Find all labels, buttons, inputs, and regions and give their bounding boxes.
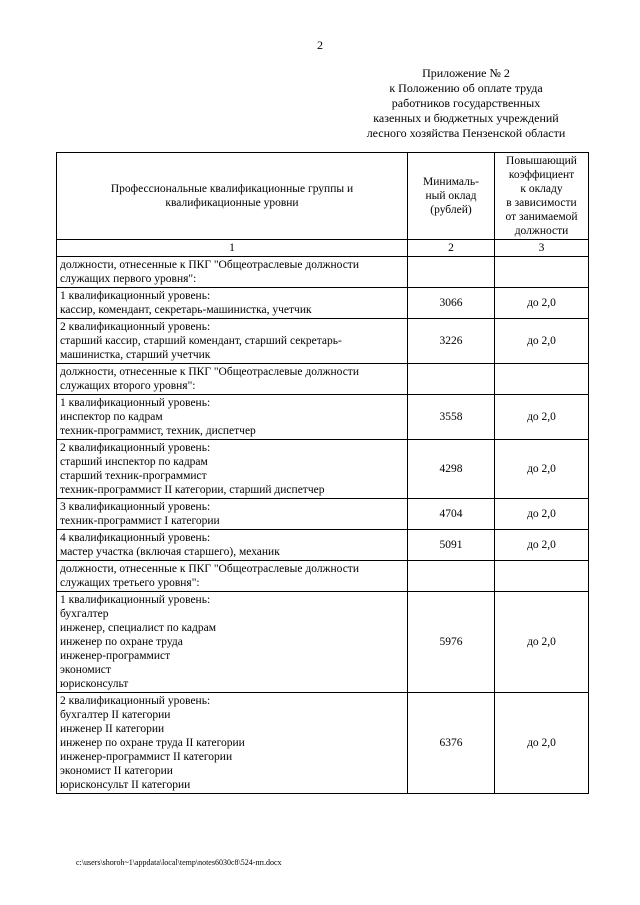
position-cell xyxy=(57,364,408,395)
appendix-heading xyxy=(330,66,602,141)
text-line: ный оклад xyxy=(425,190,477,202)
text-line: (рублей) xyxy=(430,204,472,216)
text-line: техник-программист I категории xyxy=(60,515,220,527)
text-line: техник-программист II категории, старший диспетчер xyxy=(60,484,325,496)
salary-cell: 3558 xyxy=(408,395,495,440)
table-row xyxy=(57,288,589,319)
text-line: 1 квалификационный уровень: xyxy=(60,290,211,302)
text-line: Повышающий xyxy=(506,155,577,167)
coefficient-cell: до 2,0 xyxy=(495,440,589,499)
salary-cell xyxy=(408,364,495,395)
coefficient-cell: до 2,0 xyxy=(495,288,589,319)
table-row xyxy=(57,530,589,561)
text-line: к Положению об оплате труда xyxy=(389,81,543,95)
salary-cell: 3066 xyxy=(408,288,495,319)
position-cell xyxy=(57,693,408,794)
coefficient-cell: до 2,0 xyxy=(495,592,589,693)
text-line: мастер участка (включая старшего), механик xyxy=(60,546,280,558)
position-cell xyxy=(57,319,408,364)
column-number: 2 xyxy=(408,240,495,257)
text-line: инженер по охране труда xyxy=(60,636,183,648)
salary-cell: 4704 xyxy=(408,499,495,530)
table-row xyxy=(57,440,589,499)
text-line: старший кассир, старший комендант, старший секретарь- xyxy=(60,335,342,347)
table-row xyxy=(57,499,589,530)
text-line: 1 квалификационный уровень: xyxy=(60,397,211,409)
coefficient-cell xyxy=(495,257,589,288)
text-line: инженер-программист II категории xyxy=(60,751,233,763)
table-row xyxy=(57,319,589,364)
page-number: 2 xyxy=(317,38,323,52)
text-line: старший инспектор по кадрам xyxy=(60,456,208,468)
text-line: должности, отнесенные к ПКГ "Общеотраслевые должности xyxy=(60,366,359,378)
position-cell xyxy=(57,592,408,693)
header-coefficient xyxy=(495,153,589,240)
coefficient-cell xyxy=(495,561,589,592)
table-row xyxy=(57,395,589,440)
position-cell xyxy=(57,257,408,288)
group-heading-row xyxy=(57,561,589,592)
text-line: к окладу xyxy=(520,183,563,195)
salary-table xyxy=(56,152,589,794)
salary-cell: 4298 xyxy=(408,440,495,499)
text-line: 2 квалификационный уровень: xyxy=(60,695,211,707)
text-line: работников государственных xyxy=(391,96,541,110)
text-line: служащих первого уровня": xyxy=(60,273,197,285)
header-salary xyxy=(408,153,495,240)
text-line: инженер II категории xyxy=(60,723,165,735)
salary-cell xyxy=(408,561,495,592)
salary-cell: 3226 xyxy=(408,319,495,364)
text-line: 1 квалификационный уровень: xyxy=(60,594,211,606)
header-groups xyxy=(57,153,408,240)
text-line: квалификационные уровни xyxy=(165,197,299,209)
table-row xyxy=(57,693,589,794)
position-cell xyxy=(57,440,408,499)
text-line: служащих третьего уровня": xyxy=(60,577,200,589)
column-number: 3 xyxy=(495,240,589,257)
text-line: в зависимости xyxy=(506,197,577,209)
text-line: юрисконсульт II категории xyxy=(60,779,191,791)
text-line: 3 квалификационный уровень: xyxy=(60,501,211,513)
text-line: 2 квалификационный уровень: xyxy=(60,442,211,454)
group-heading-row xyxy=(57,257,589,288)
salary-cell: 6376 xyxy=(408,693,495,794)
table-header-row xyxy=(57,153,589,240)
text-line: от занимаемой xyxy=(505,211,578,223)
text-line: экономист xyxy=(60,664,111,676)
text-line: инспектор по кадрам xyxy=(60,411,163,423)
text-line: машинистка, старший учетчик xyxy=(60,349,211,361)
position-cell xyxy=(57,395,408,440)
table-row xyxy=(57,592,589,693)
text-line: 4 квалификационный уровень: xyxy=(60,532,211,544)
text-line: казенных и бюджетных учреждений xyxy=(373,111,559,125)
text-line: экономист II категории xyxy=(60,765,173,777)
text-line: Минималь- xyxy=(423,176,479,188)
coefficient-cell: до 2,0 xyxy=(495,499,589,530)
text-line: бухгалтер II категории xyxy=(60,709,171,721)
position-cell xyxy=(57,288,408,319)
salary-cell xyxy=(408,257,495,288)
coefficient-cell: до 2,0 xyxy=(495,530,589,561)
text-line: юрисконсульт xyxy=(60,678,129,690)
salary-cell: 5091 xyxy=(408,530,495,561)
text-line: инженер-программист xyxy=(60,650,171,662)
text-line: инженер по охране труда II категории xyxy=(60,737,245,749)
coefficient-cell: до 2,0 xyxy=(495,395,589,440)
text-line: кассир, комендант, секретарь-машинистка, учетчик xyxy=(60,304,312,316)
text-line: 2 квалификационный уровень: xyxy=(60,321,211,333)
text-line: должности xyxy=(514,225,569,237)
coefficient-cell xyxy=(495,364,589,395)
text-line: бухгалтер xyxy=(60,608,109,620)
salary-cell: 5976 xyxy=(408,592,495,693)
group-heading-row xyxy=(57,364,589,395)
file-path-footer: c:\users\shoroh~1\appdata\local\temp\notes6030c8\524-пп.docx xyxy=(76,858,282,867)
text-line: служащих второго уровня": xyxy=(60,380,196,392)
coefficient-cell: до 2,0 xyxy=(495,693,589,794)
text-line: техник-программист, техник, диспетчер xyxy=(60,425,256,437)
text-line: должности, отнесенные к ПКГ "Общеотраслевые должности xyxy=(60,563,359,575)
text-line: коэффициент xyxy=(508,169,575,181)
text-line: лесного хозяйства Пензенской области xyxy=(366,126,566,140)
position-cell xyxy=(57,561,408,592)
coefficient-cell: до 2,0 xyxy=(495,319,589,364)
position-cell xyxy=(57,499,408,530)
text-line: Приложение № 2 xyxy=(422,66,510,80)
text-line: инженер, специалист по кадрам xyxy=(60,622,217,634)
text-line: должности, отнесенные к ПКГ "Общеотраслевые должности xyxy=(60,259,359,271)
text-line: Профессиональные квалификационные группы и xyxy=(110,183,354,195)
text-line: старший техник-программист xyxy=(60,470,207,482)
column-number-row xyxy=(57,240,589,257)
position-cell xyxy=(57,530,408,561)
column-number: 1 xyxy=(57,240,408,257)
